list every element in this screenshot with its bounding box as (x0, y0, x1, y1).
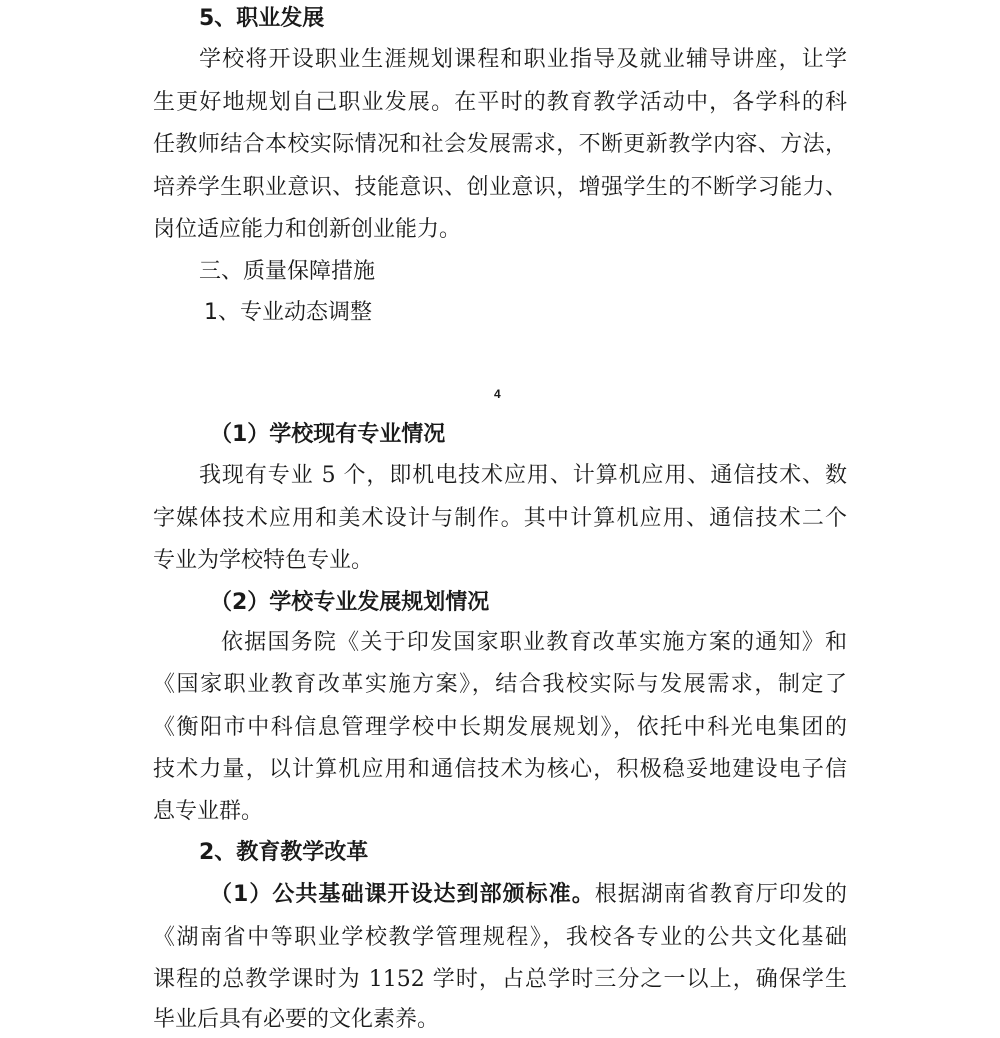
paragraph-line: 任教师结合本校实际情况和社会发展需求，不断更新教学内容、方法， (153, 132, 847, 157)
paragraph-line: 学校将开设职业生涯规划课程和职业指导及就业辅导讲座，让学 (199, 47, 847, 72)
sub-heading-existing-programs: （1）学校现有专业情况 (210, 422, 446, 447)
sub-heading-development-plan: （2）学校专业发展规划情况 (210, 590, 490, 615)
section-heading-teaching-reform: 2、教育教学改革 (199, 840, 369, 865)
paragraph-line: 《湖南省中等职业学校教学管理规程》，我校各专业的公共文化基础 (153, 925, 847, 950)
paragraph-line: 毕业后具有必要的文化素养。 (153, 1007, 440, 1032)
page-number: 4 (494, 387, 501, 401)
section-heading-quality: 三、质量保障措施 (199, 259, 376, 284)
paragraph-line: 依据国务院《关于印发国家职业教育改革实施方案的通知》和 (221, 630, 847, 655)
paragraph-line: 培养学生职业意识、技能意识、创业意识，增强学生的不断学习能力、 (153, 175, 847, 200)
paragraph-line: 息专业群。 (153, 799, 264, 824)
paragraph-line: 字媒体技术应用和美术设计与制作。其中计算机应用、通信技术二个 (153, 506, 847, 531)
section-heading-career: 5、职业发展 (199, 6, 325, 31)
paragraph-line: 专业为学校特色专业。 (153, 548, 374, 573)
paragraph-line: 生更好地规划自己职业发展。在平时的教育教学活动中，各学科的科 (153, 90, 847, 115)
lead-rest-text: 根据湖南省教育厅印发的 (594, 882, 847, 907)
paragraph-line: 课程的总教学课时为 1152 学时，占总学时三分之一以上，确保学生 (153, 967, 847, 992)
paragraph-line: 我现有专业 5 个，即机电技术应用、计算机应用、通信技术、数 (199, 463, 847, 488)
paragraph-line: 岗位适应能力和创新创业能力。 (153, 217, 462, 242)
sub-heading-program-adjustment: 1、专业动态调整 (204, 300, 372, 325)
paragraph-line: 《国家职业教育改革实施方案》，结合我校实际与发展需求，制定了 (153, 672, 847, 697)
lead-bold-text: （1）公共基础课开设达到部颁标准。 (210, 882, 595, 907)
paragraph-line: 《衡阳市中科信息管理学校中长期发展规划》，依托中科光电集团的 (153, 715, 847, 740)
paragraph-line: 技术力量，以计算机应用和通信技术为核心，积极稳妥地建设电子信 (153, 757, 847, 782)
paragraph-line-lead (210, 880, 847, 910)
